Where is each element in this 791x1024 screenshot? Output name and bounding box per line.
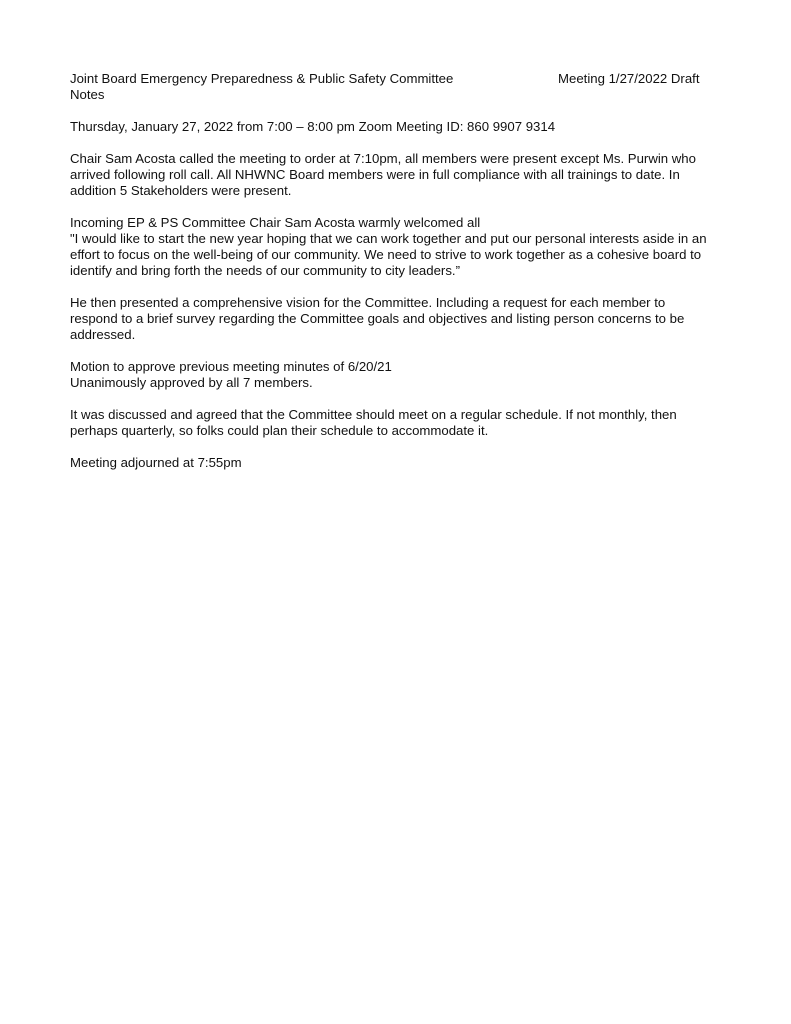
spacer: [70, 135, 730, 151]
meeting-label: Meeting 1/27/2022 Draft: [558, 71, 700, 86]
motion-result: Unanimously approved by all 7 members.: [70, 375, 313, 390]
spacer: [70, 391, 730, 407]
schedule-paragraph: It was discussed and agreed that the Committee should meet on a regular schedule. If not monthly, then perhaps quarterly, so folks could plan their schedule to accommodate it.: [70, 407, 677, 438]
adjourned-line: Meeting adjourned at 7:55pm: [70, 455, 242, 470]
date-line: Thursday, January 27, 2022 from 7:00 – 8:00 pm Zoom Meeting ID: 860 9907 9314: [70, 119, 556, 134]
call-to-order-paragraph: Chair Sam Acosta called the meeting to order at 7:10pm, all members were present except Ms. Purwin who arrived following roll call. All NHWNC Board members were in full compliance with all trainings to date. In addition 5 Stakeholders were present.: [70, 151, 696, 198]
vision-paragraph: He then presented a comprehensive vision for the Committee. Including a request for each member to respond to a brief survey regarding the Committee goals and objectives and listing person concerns to be addressed.: [70, 295, 685, 342]
spacer: [70, 199, 730, 215]
notes-label: Notes: [70, 87, 105, 102]
welcome-quote: "I would like to start the new year hoping that we can work together and put our personal interests aside in an effort to focus on the well-being of our community. We need to strive to work together as a cohesive board to identify and bring forth the needs of our community to city leaders.”: [70, 231, 707, 278]
spacer: [70, 279, 730, 295]
spacer: [70, 103, 730, 119]
welcome-intro: Incoming EP & PS Committee Chair Sam Acosta warmly welcomed all: [70, 215, 481, 230]
spacer: [70, 343, 730, 359]
motion-line: Motion to approve previous meeting minutes of 6/20/21: [70, 359, 392, 374]
committee-title: Joint Board Emergency Preparedness & Public Safety Committee: [70, 71, 454, 86]
document-page: [70, 71, 730, 471]
document-header: [70, 71, 730, 87]
spacer: [70, 439, 730, 455]
